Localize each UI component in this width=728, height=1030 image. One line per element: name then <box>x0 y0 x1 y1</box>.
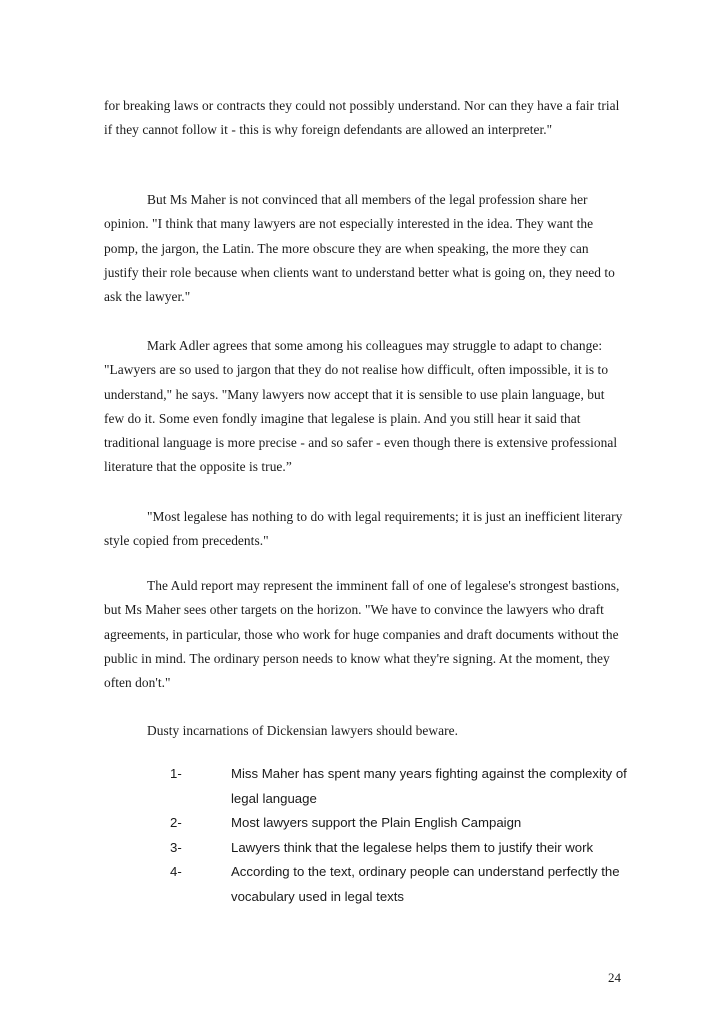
question-text: Lawyers think that the legalese helps them to justify their work <box>231 839 594 855</box>
question-number: 2- <box>170 815 182 830</box>
question-text: According to the text, ordinary people can understand perfectly the vocabulary used in legal texts <box>231 864 620 904</box>
question-list <box>170 762 630 909</box>
paragraph-4: "Most legalese has nothing to do with legal requirements; it is just an inefficient literary style copied from precedents." <box>104 509 623 549</box>
paragraph-5: The Auld report may represent the imminent fall of one of legalese's strongest bastions, but Ms Maher sees other targets on the horizon. "We have to convince the lawyers who draft agreements, in particular, those who work for huge companies and draft documents without the public in mind. The ordinary person needs to know what they're signing. At the moment, they often don't." <box>104 578 620 691</box>
question-text: Most lawyers support the Plain English Campaign <box>231 815 522 830</box>
question-number: 4- <box>170 864 182 879</box>
paragraph-2: But Ms Maher is not convinced that all members of the legal profession share her opinion. "I think that many lawyers are not especially interested in the idea. They want the pomp, the jargon, the Latin. The more obscure they are when speaking, the more they can justify their role because when clients want to understand better what is going on, they need to ask the lawyer." <box>104 192 615 305</box>
list-item <box>170 811 630 836</box>
list-item <box>170 860 630 909</box>
paragraph-3: Mark Adler agrees that some among his colleagues may struggle to adapt to change: "Lawyers are so used to jargon that they do not realise how difficult, often impossible, it is to understand," he says. "Many lawyers now accept that it is sensible to use plain language, but few do it. Some even fondly imagine that legalese is plain. And you still hear it said that traditional language is more precise - and so safer - even though there is extensive professional literature that the opposite is true.” <box>104 338 618 475</box>
question-number: 1- <box>170 766 182 781</box>
list-item <box>170 762 630 811</box>
question-text: Miss Maher has spent many years fighting against the complexity of legal language <box>231 766 627 806</box>
paragraph-1: for breaking laws or contracts they could not possibly understand. Nor can they have a fair trial if they cannot follow it - this is why foreign defendants are allowed an interpreter." <box>104 98 620 138</box>
question-number: 3- <box>170 839 182 855</box>
list-item <box>170 836 630 861</box>
paragraph-6: Dusty incarnations of Dickensian lawyers should beware. <box>147 723 459 738</box>
page-number: 24 <box>608 970 621 985</box>
